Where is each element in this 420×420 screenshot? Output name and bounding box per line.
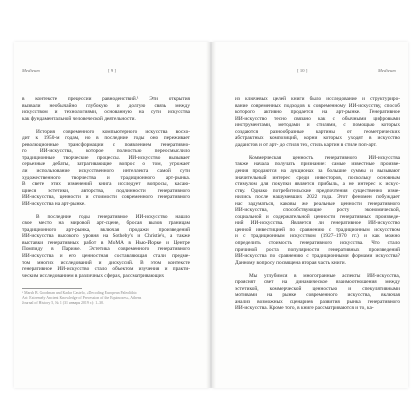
text-line: генеративное ИИ-искусство стало объектом изучения и практи-	[22, 266, 190, 273]
text-line: стимулом для покупки является прибыль, а не интерес к искус-	[235, 181, 400, 188]
paragraph	[235, 96, 400, 148]
text-line: ИИ-искусства. Кроме того, в книге рассматриваются и то, ка-	[235, 305, 374, 312]
text-line: Мы углубимся в многогранные аспекты ИИ-искусства,	[249, 272, 400, 279]
text-line: мотивами на рынке современного искусства, включая	[235, 292, 400, 299]
text-line: нас задуматься, каковы же реальные ценности генеративного	[235, 200, 400, 207]
text-line: свое место на мировой арт-сцене, бросая вызов границам	[22, 220, 190, 227]
paragraph	[22, 96, 190, 122]
text-line: го ИИ-искусства, которое полностью переосмыслило	[22, 148, 190, 155]
left-body-text	[22, 96, 190, 279]
text-line: История современного компьютерного искусства восхо-	[36, 128, 190, 135]
text-line: традиционные творческие процессы. ИИ-искусство вызывает	[22, 154, 190, 161]
text-line: ИИ-искусства и его ценностная составляющая стали предме-	[22, 253, 190, 260]
footnote-line: ¹ Marsh B. Goodman and Kadar Castelo, «Decoding European Paleolithic	[22, 291, 138, 295]
right-running-head: Medieum	[378, 68, 396, 73]
text-line: создаются разнообразные картины от геометрических	[235, 128, 400, 135]
text-line: выставки генеративных работ в MoMA в Нью-Йорке и Центре	[22, 239, 190, 246]
text-line: искусством и технологиями, основанную на сути искусства	[22, 109, 190, 116]
text-line: ИИ-искусства высокого уровня на Sotheby's и Christie's, а также	[22, 233, 190, 240]
text-line: нились после нашумевших 2022 года. Этот феномен побуждает	[235, 194, 400, 201]
text-line: из ключевых целей книги было исследование и структуриро-	[235, 96, 400, 102]
left-page-number: [ 9 ]	[108, 68, 117, 73]
book-gutter	[206, 42, 216, 388]
text-line: ИИ-искусства, способствующие росту экономической,	[235, 207, 400, 214]
text-line: серьезные дебаты, затрагивающие вопрос о том, угрожает	[22, 161, 190, 168]
text-line: В последние годы генеративное ИИ-искусство нашло	[36, 213, 190, 220]
text-line: художественного творчества и традиционного арт-рынка.	[22, 174, 190, 181]
text-line: ний ИИ-искусства. Является ли генеративное ИИ-искусство	[235, 220, 400, 227]
text-line: значительный интерес среди инвесторов, поскольку основным	[235, 174, 400, 181]
footnote-line: Art: Extremely Ancient Knowledge of Precession of the Equinoxes», Athens	[22, 295, 142, 300]
text-line: дадаистов и от арт- до стиля тех, стиль картин в стиле поп-арт.	[235, 141, 377, 148]
text-line: дения продаются на аукционах за большие суммы и вызывают	[235, 167, 400, 174]
paragraph	[235, 155, 400, 266]
text-line: как фундаментальной человеческой деятельности.	[22, 115, 136, 122]
text-line: революционные трансформации с появлением генеративно-	[22, 141, 190, 148]
text-line: вание современных подходов к современному ИИ-искусству, способ	[235, 102, 400, 109]
text-line: в контексте прецессии равноденствий.¹ Эти открытия	[22, 96, 190, 102]
text-line: ИИ-искусства по сравнению с традиционными формами искусства?	[235, 253, 400, 260]
text-line: вызвали необычайно глубокую и долгую связь между	[22, 102, 190, 109]
text-line: причиной роста популярности генеративных произведений	[235, 246, 400, 253]
text-line: щиеся эстетики, авторства, подлинности генеративного	[22, 187, 190, 194]
paragraph	[22, 214, 190, 279]
text-line: ценной инвестицией по сравнению с традиционным искусством	[235, 226, 400, 233]
text-line: дит к 1950-м годам, но в последние годы оно переживает	[22, 135, 190, 142]
text-line: инструментами, методами и стилями, с помощью которых	[235, 122, 400, 129]
text-line: ли использование искусственного интеллекта самой сути	[22, 167, 190, 174]
left-running-head: Medieum	[22, 68, 40, 73]
text-line: также начала получать признание: самые известные произве-	[235, 161, 400, 168]
footnote	[22, 291, 190, 305]
text-line: и с традиционным искусством (1927–1970 гг.) и как можно	[235, 233, 400, 240]
text-line: ческим исследованием в различных сферах, рассматривающих	[22, 272, 165, 279]
text-line: В свете этих изменений книга исследует вопросы, касаю-	[22, 181, 190, 188]
right-page-number: [ 10 ]	[297, 68, 308, 73]
text-line: традиционного арт-рынка, включая продажи произведений	[22, 226, 190, 233]
text-line: ИИ-искусства на арт-рынке.	[22, 200, 86, 207]
text-line: том многих исследований и дискуссий. В этом контексте	[22, 259, 190, 266]
text-line: Помпиду в Париже. Эстетика современного генеративного	[22, 246, 190, 253]
text-line: эстетикой, коммерческой ценностью и спекулятивными	[235, 285, 400, 292]
text-line: абстрактных композиций, корни которых уходят в искусство	[235, 135, 400, 142]
text-line: Данному вопросу посвящена вторая часть книги.	[235, 259, 346, 266]
text-line: Коммерческая ценность генеративного ИИ-искусства	[249, 154, 400, 161]
text-line: анализ возможных сценариев развития рынка генеративного	[235, 298, 400, 305]
right-body-text	[235, 96, 400, 312]
text-line: определить стоимость генеративного искусства. Что стало	[235, 239, 400, 246]
text-line: прояснят свет на динамическое взаимоотношения между	[235, 279, 400, 286]
footnote-line: Journal of History 5, № 1 (31 января 2019 г.): 1–30.	[22, 300, 105, 305]
paragraph	[22, 129, 190, 208]
text-line: ству. Однако потребительские предпочтения существенно изме-	[235, 187, 400, 194]
text-line: ИИ-искусства, ценности и стоимости современного генеративного	[22, 194, 190, 201]
text-line: которого активно продается на арт-рынке. Генеративное	[235, 109, 400, 116]
paragraph	[235, 273, 400, 312]
footnote-rule	[22, 288, 82, 289]
text-line: социальной и содержательной ценности генеративных произведе-	[235, 213, 400, 220]
text-line: ИИ-искусство тесно связано как с обычными цифровыми	[235, 115, 400, 122]
